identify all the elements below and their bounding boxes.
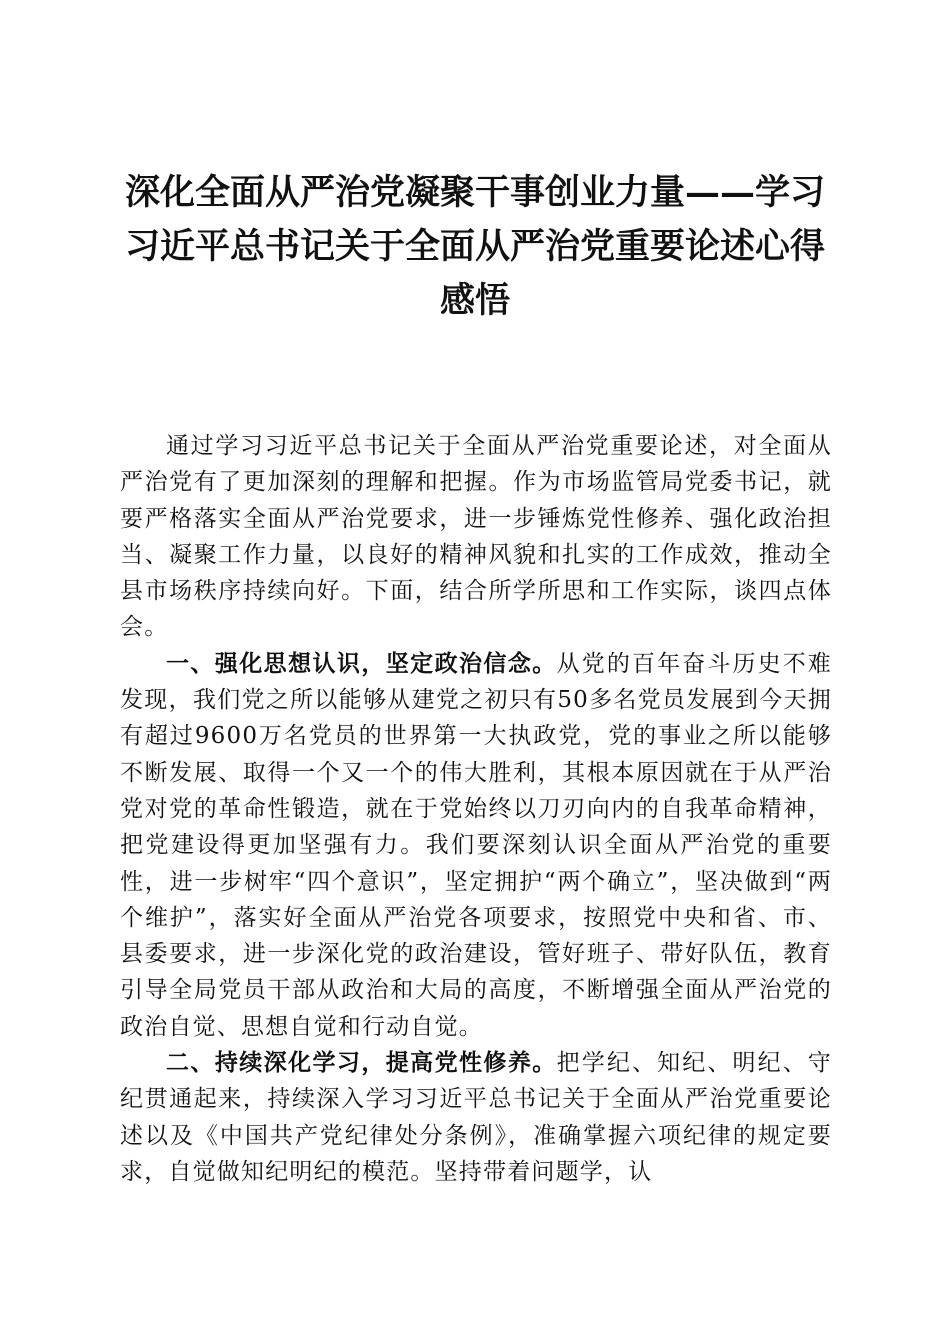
document-body — [120, 428, 832, 1190]
document-title — [112, 166, 838, 328]
section-1-text: 从党的百年奋斗历史不难发现，我们党之所以能够从建党之初只有50多名党员发展到今天拥有超过9600万名党员的世界第一大执政党，党的事业之所以能够不断发展、取得一个又一个的伟大胜利，其根本原因就在于从严治党对党的革命性锻造，就在于党始终以刀刃向内的自我革命精神，把党建设得更加坚强有力。我们要深刻认识全面从严治党的重要性，进一步树牢“四个意识”，坚定拥护“两个确立”，坚决做到“两个维护”，落实好全面从严治党各项要求，按照党中央和省、市、县委要求，进一步深化党的政治建设，管好班子、带好队伍，教育引导全局党员干部从政治和大局的高度，不断增强全面从严治党的政治自觉、思想自觉和行动自觉。 — [120, 650, 833, 1040]
section-1-heading: 一、强化思想认识，坚定政治信念。 — [166, 650, 557, 677]
title-line-3: 感悟 — [439, 280, 510, 321]
section-2-text: 把学纪、知纪、明纪、守纪贯通起来，持续深入学习习近平总书记关于全面从严治党重要论述以及《中国共产党纪律处分条例》，准确掌握六项纪律的规定要求，自觉做知纪明纪的模范。坚持带着问题学，认 — [120, 1050, 833, 1185]
title-line-1: 深化全面从严治党凝聚干事创业力量——学习 — [124, 172, 825, 213]
section-2-heading: 二、持续深化学习，提高党性修养。 — [166, 1050, 557, 1077]
intro-paragraph: 通过学习习近平总书记关于全面从严治党重要论述，对全面从严治党有了更加深刻的理解和把握。作为市场监管局党委书记，就要严格落实全面从严治党要求，进一步锤炼党性修养、强化政治担当、凝聚工作力量，以良好的精神风貌和扎实的工作成效，推动全县市场秩序持续向好。下面，结合所学所思和工作实际，谈四点体会。 — [120, 433, 832, 641]
section-2-paragraph — [120, 1045, 832, 1190]
section-1-paragraph — [120, 646, 832, 1045]
title-line-2: 习近平总书记关于全面从严治党重要论述心得 — [124, 226, 825, 267]
